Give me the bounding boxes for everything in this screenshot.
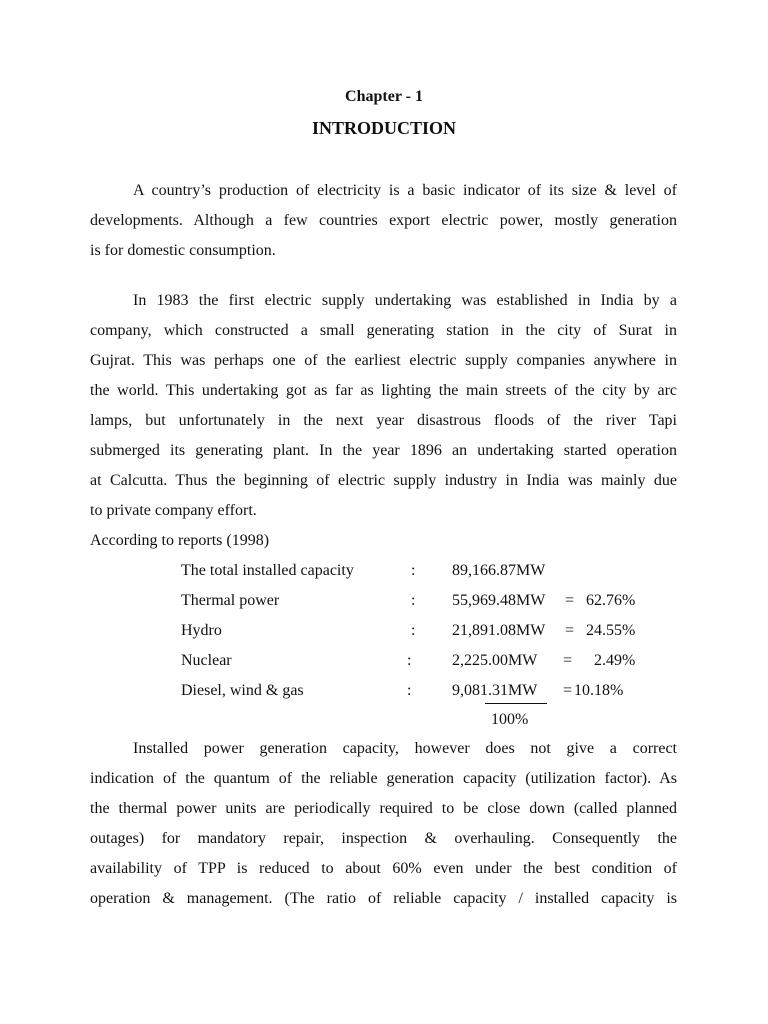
paragraph-line: indication of the quantum of the reliable generation capacity (utilization factor). As — [90, 770, 677, 787]
capacity-row — [0, 556, 768, 586]
capacity-colon: : — [411, 562, 416, 579]
paragraph-line: at Calcutta. Thus the beginning of electric supply industry in India was mainly due — [90, 472, 677, 489]
capacity-value: 21,891.08MW — [452, 622, 546, 639]
page-title: INTRODUCTION — [311, 118, 457, 138]
capacity-label: The total installed capacity — [181, 562, 354, 579]
capacity-equals: = — [563, 652, 573, 669]
capacity-row — [0, 676, 768, 706]
capacity-label: Nuclear — [181, 652, 232, 669]
sum-divider — [485, 703, 547, 704]
capacity-colon: : — [411, 592, 416, 609]
capacity-value: 89,166.87MW — [452, 562, 546, 579]
paragraph-line: submerged its generating plant. In the year 1896 an undertaking started operation — [90, 442, 677, 459]
paragraph-line: to private company effort. — [90, 502, 257, 519]
capacity-value: 55,969.48MW — [452, 592, 546, 609]
capacity-equals: = — [565, 592, 575, 609]
paragraph-line: lamps, but unfortunately in the next year disastrous floods of the river Tapi — [90, 412, 677, 429]
capacity-value: 2,225.00MW — [452, 652, 538, 669]
capacity-equals: = — [563, 682, 573, 699]
capacity-row — [0, 586, 768, 616]
paragraph-line: Installed power generation capacity, however does not give a correct — [133, 740, 677, 757]
capacity-percent: 62.76% — [586, 592, 636, 609]
reports-label: According to reports (1998) — [90, 532, 270, 549]
capacity-percent: 10.18% — [574, 682, 624, 699]
capacity-label: Diesel, wind & gas — [181, 682, 304, 699]
paragraph-line: the thermal power units are periodically required to be close down (called planned — [90, 800, 677, 817]
paragraph-capacity — [90, 734, 677, 914]
paragraph-line: Gujrat. This was perhaps one of the earliest electric supply companies anywhere in — [90, 352, 677, 369]
capacity-colon: : — [411, 622, 416, 639]
capacity-colon: : — [407, 682, 412, 699]
capacity-percent: 2.49% — [594, 652, 636, 669]
capacity-label: Hydro — [181, 622, 222, 639]
paragraph-line: company, which constructed a small generating station in the city of Surat in — [90, 322, 677, 339]
paragraph-line: operation & management. (The ratio of reliable capacity / installed capacity is — [90, 890, 677, 907]
capacity-value: 9,081.31MW — [452, 682, 538, 699]
paragraph-production — [90, 176, 677, 266]
capacity-colon: : — [407, 652, 412, 669]
capacity-row — [0, 616, 768, 646]
paragraph-history — [90, 286, 677, 526]
capacity-row — [0, 646, 768, 676]
capacity-equals: = — [565, 622, 575, 639]
capacity-percent: 24.55% — [586, 622, 636, 639]
paragraph-line: A country’s production of electricity is a basic indicator of its size & level of — [133, 182, 677, 199]
paragraph-line: availability of TPP is reduced to about 60% even under the best condition of — [90, 860, 677, 877]
paragraph-line: developments. Although a few countries export electric power, mostly generation — [90, 212, 677, 229]
paragraph-line: the world. This undertaking got as far as lighting the main streets of the city by arc — [90, 382, 677, 399]
paragraph-line: is for domestic consumption. — [90, 242, 276, 259]
capacity-label: Thermal power — [181, 592, 280, 609]
total-percent: 100% — [491, 711, 529, 728]
paragraph-line: outages) for mandatory repair, inspection & overhauling. Consequently the — [90, 830, 677, 847]
chapter-heading: Chapter - 1 — [345, 88, 423, 105]
paragraph-line: In 1983 the first electric supply undertaking was established in India by a — [133, 292, 677, 309]
